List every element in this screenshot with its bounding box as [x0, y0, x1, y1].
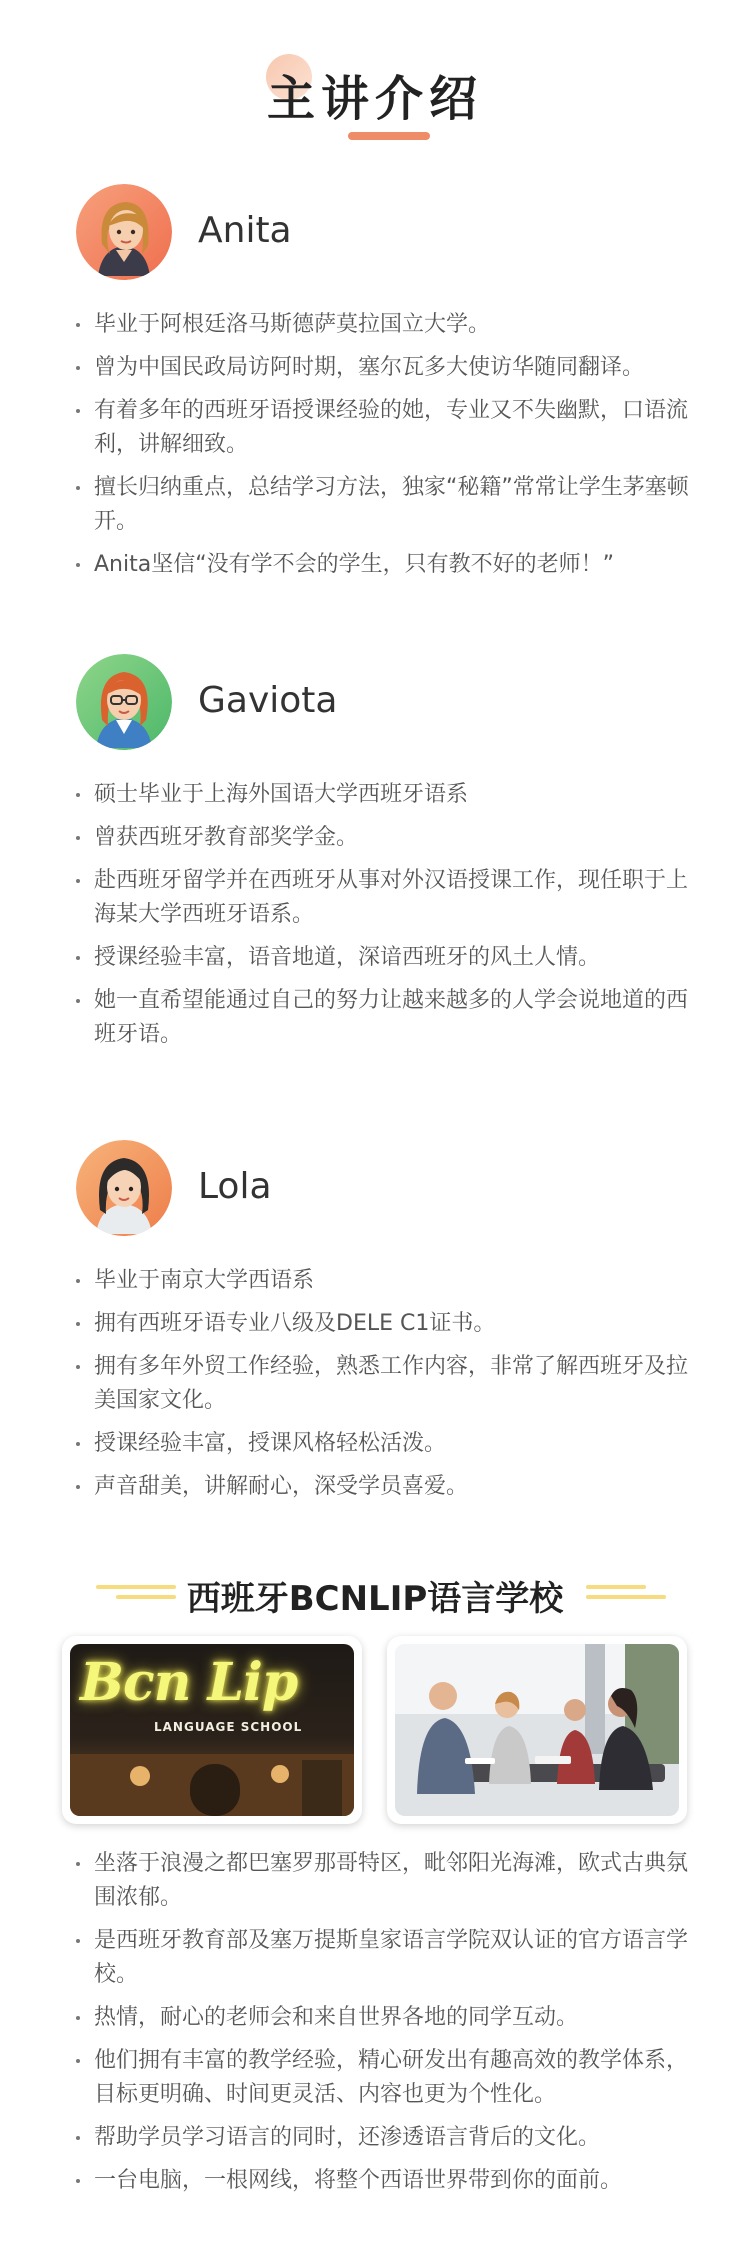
classroom-illustration [395, 1644, 679, 1816]
school-photo-storefront [62, 1636, 362, 1824]
list-item: 曾获西班牙教育部奖学金。 [76, 821, 696, 855]
school-description-list [76, 1847, 696, 2207]
teacher-header [76, 184, 676, 280]
teacher-header [76, 654, 676, 750]
school-title: 西班牙BCNLIP语言学校 [186, 1579, 564, 1619]
neon-sign-subtitle: LANGUAGE SCHOOL [154, 1720, 303, 1734]
avatar-lola [76, 1140, 172, 1236]
school-title-deco-right [586, 1585, 666, 1603]
school-photo-classroom-image [395, 1644, 679, 1816]
list-item: 硕士毕业于上海外国语大学西班牙语系 [76, 778, 696, 812]
page-title: 主讲介绍 [266, 71, 483, 127]
avatar-gaviota [76, 654, 172, 750]
list-item: 有着多年的西班牙语授课经验的她，专业又不失幽默，口语流利，讲解细致。 [76, 394, 696, 462]
teacher-bio-list [76, 778, 696, 1061]
school-photo-classroom [387, 1636, 687, 1824]
teacher-name: Anita [198, 210, 292, 251]
avatar-gaviota-illustration [76, 654, 172, 750]
list-item: 坐落于浪漫之都巴塞罗那哥特区，毗邻阳光海滩，欧式古典氛围浓郁。 [76, 1847, 696, 1915]
teacher-bio-list [76, 1264, 696, 1513]
list-item: 授课经验丰富，语音地道，深谙西班牙的风土人情。 [76, 941, 696, 975]
list-item: 声音甜美，讲解耐心，深受学员喜爱。 [76, 1470, 696, 1504]
list-item: Anita坚信“没有学不会的学生，只有教不好的老师！” [76, 548, 696, 582]
list-item: 授课经验丰富，授课风格轻松活泼。 [76, 1427, 696, 1461]
school-photo-storefront-image [70, 1644, 354, 1816]
list-item: 一台电脑，一根网线，将整个西语世界带到你的面前。 [76, 2164, 696, 2198]
list-item: 毕业于南京大学西语系 [76, 1264, 696, 1298]
avatar-anita-illustration [76, 184, 172, 280]
teacher-name: Lola [198, 1166, 272, 1207]
list-item: 是西班牙教育部及塞万提斯皇家语言学院双认证的官方语言学校。 [76, 1924, 696, 1992]
list-item: 赴西班牙留学并在西班牙从事对外汉语授课工作，现任职于上海某大学西班牙语系。 [76, 864, 696, 932]
teacher-bio-list [76, 308, 696, 591]
avatar-anita [76, 184, 172, 280]
list-item: 他们拥有丰富的教学经验，精心研发出有趣高效的教学体系，目标更明确、时间更灵活、内容也更为个性化。 [76, 2044, 696, 2112]
teacher-name: Gaviota [198, 680, 338, 721]
title-underline [348, 132, 430, 140]
list-item: 帮助学员学习语言的同时，还渗透语言背后的文化。 [76, 2121, 696, 2155]
school-header [0, 1563, 750, 1623]
list-item: 拥有西班牙语专业八级及DELE C1证书。 [76, 1307, 696, 1341]
list-item: 拥有多年外贸工作经验，熟悉工作内容，非常了解西班牙及拉美国家文化。 [76, 1350, 696, 1418]
list-item: 擅长归纳重点，总结学习方法，独家“秘籍”常常让学生茅塞顿开。 [76, 471, 696, 539]
list-item: 她一直希望能通过自己的努力让越来越多的人学会说地道的西班牙语。 [76, 984, 696, 1052]
avatar-lola-illustration [76, 1140, 172, 1236]
teacher-header [76, 1140, 676, 1236]
list-item: 曾为中国民政局访阿时期，塞尔瓦多大使访华随同翻译。 [76, 351, 696, 385]
list-item: 热情，耐心的老师会和来自世界各地的同学互动。 [76, 2001, 696, 2035]
neon-sign-text: Bcn Lip [80, 1652, 298, 1713]
section-header [0, 40, 750, 150]
list-item: 毕业于阿根廷洛马斯德萨莫拉国立大学。 [76, 308, 696, 342]
